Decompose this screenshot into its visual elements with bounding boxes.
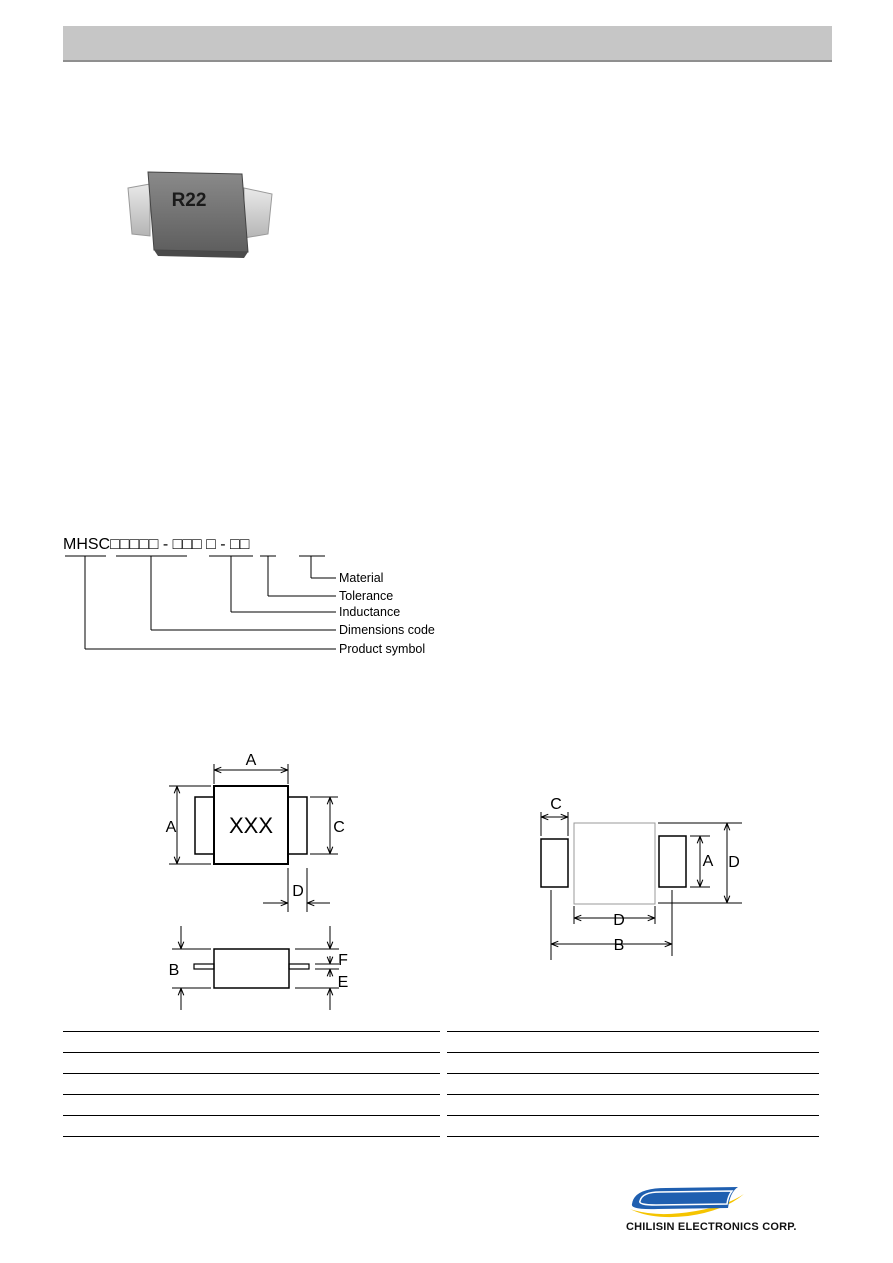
table-row [447,1031,819,1053]
table-row [63,1116,440,1137]
dim-b: B [168,962,180,979]
label-inductance: Inductance [339,605,401,619]
dimension-marking: XXX [228,813,274,838]
table-row [63,1031,440,1053]
land-d-bottom: D [613,912,625,929]
land-b: B [613,937,625,954]
label-material: Material [339,571,384,585]
table-row [447,1095,819,1116]
dim-f: F [338,952,348,969]
dim-a-left: A [165,819,177,836]
dim-e: E [337,974,349,991]
dim-d: D [292,883,304,900]
table-row [63,1095,440,1116]
chilisin-logo [626,1184,746,1218]
dimensions-code-boxes: □□□□□ [110,536,159,553]
table-row [447,1116,819,1137]
part-prefix: MHSC [63,536,111,553]
dimensions-table-left [63,1031,440,1137]
part-number-breakdown [63,530,483,670]
table-row [63,1074,440,1095]
label-product-symbol: Product symbol [339,642,426,656]
material-boxes: □□ [230,536,250,553]
land-pattern-drawing [530,790,760,970]
table-row [447,1074,819,1095]
dimension-drawing [155,750,365,1015]
dash-2: - [220,536,226,553]
dash-1: - [162,536,169,553]
dimensions-table-right [447,1031,819,1137]
dim-c: C [333,819,345,836]
inductance-boxes: □□□ [172,536,202,553]
company-name: CHILISIN ELECTRONICS CORP. [626,1221,797,1233]
product-marking: R22 [171,190,207,211]
header-bar [63,26,832,62]
dim-a-top: A [245,752,257,769]
land-a: A [702,853,714,870]
table-row [63,1053,440,1074]
land-c: C [550,796,562,813]
tolerance-box: □ [206,536,216,553]
table-row [447,1053,819,1074]
land-d-right: D [728,854,740,871]
label-tolerance: Tolerance [339,589,394,603]
label-dimensions-code: Dimensions code [339,623,435,637]
